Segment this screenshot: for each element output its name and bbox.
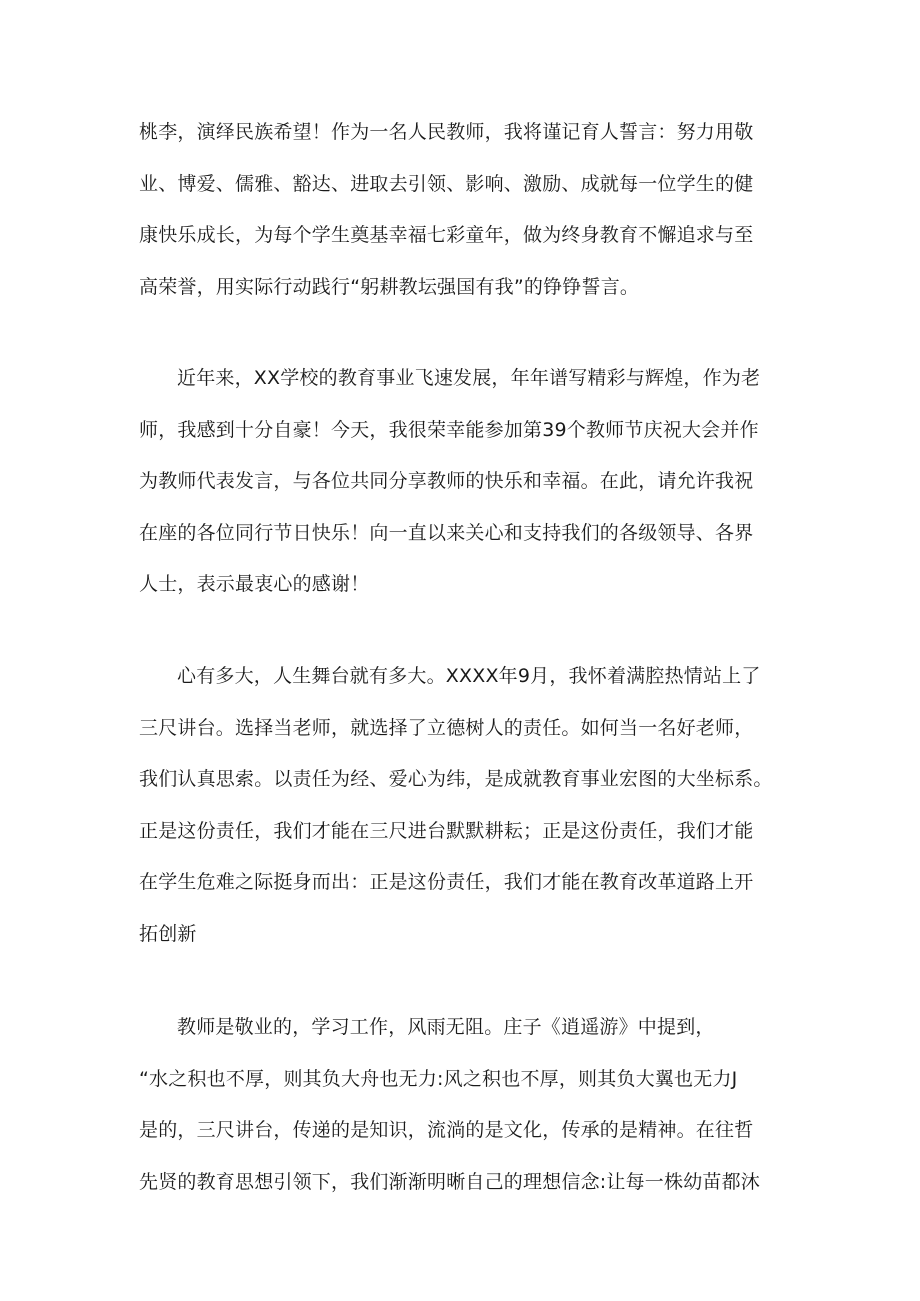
text-line: 教师是敬业的，学习工作，风雨无阻。庄子《逍遥游》中提到，	[177, 1016, 715, 1038]
paragraph-2	[139, 364, 799, 622]
text-line: 人士，表示最衷心的感谢！	[139, 573, 370, 595]
text-line: 在座的各位同行节日快乐！向一直以来关心和支持我们的各级领导、各界	[139, 521, 754, 544]
text-line: 先贤的教育思想引领下，我们渐渐明晰自己的理想信念:让每一株幼苗都沐	[139, 1170, 761, 1193]
text-line: 师，我感到十分自豪！今天，我很荣幸能参加第39个教师节庆祝大会并作	[139, 418, 759, 441]
paragraph-4	[139, 1013, 799, 1219]
text-line: 正是这份责任，我们才能在三尺进台默默耕耘；正是这份责任，我们才能	[139, 819, 754, 842]
text-line: 近年来，XX学校的教育事业飞速发展，年年谱写精彩与辉煌，作为老	[177, 367, 761, 389]
text-line: 心有多大，人生舞台就有多大。XXXX年9月，我怀着满腔热情站上了	[177, 665, 761, 687]
paragraph-3	[139, 662, 799, 971]
text-line: 康快乐成长，为每个学生奠基幸福七彩童年，做为终身教育不懈追求与至	[139, 224, 754, 246]
paragraph-1	[139, 118, 799, 324]
text-line: “水之积也不厚，则其负大舟也无力:风之积也不厚，则其负大翼也无力J	[139, 1067, 738, 1090]
text-line: 是的，三尺讲台，传递的是知识，流淌的是文化，传承的是精神。在往哲	[139, 1119, 754, 1141]
text-line: 拓创新	[139, 922, 197, 945]
text-line: 在学生危难之际挺身而出：正是这份责任，我们才能在教育改革道路上开	[139, 871, 754, 893]
text-line: 桃李，演绎民族希望！作为一名人民教师，我将谨记育人誓言：努力用敬	[139, 121, 754, 143]
text-line: 我们认真思索。以责任为经、爱心为纬，是成就教育事业宏图的大坐标系。	[139, 768, 773, 790]
text-line: 为教师代表发言，与各位共同分享教师的快乐和幸福。在此，请允许我祝	[139, 470, 754, 492]
text-line: 高荣誉，用实际行动践行“躬耕教坛强国有我”的铮铮誓言。	[139, 275, 640, 298]
text-line: 业、博爱、儒雅、豁达、进取去引领、影响、激励、成就每一位学生的健	[139, 172, 754, 195]
text-line: 三尺讲台。选择当老师，就选择了立德树人的责任。如何当一名好老师，	[139, 716, 754, 739]
